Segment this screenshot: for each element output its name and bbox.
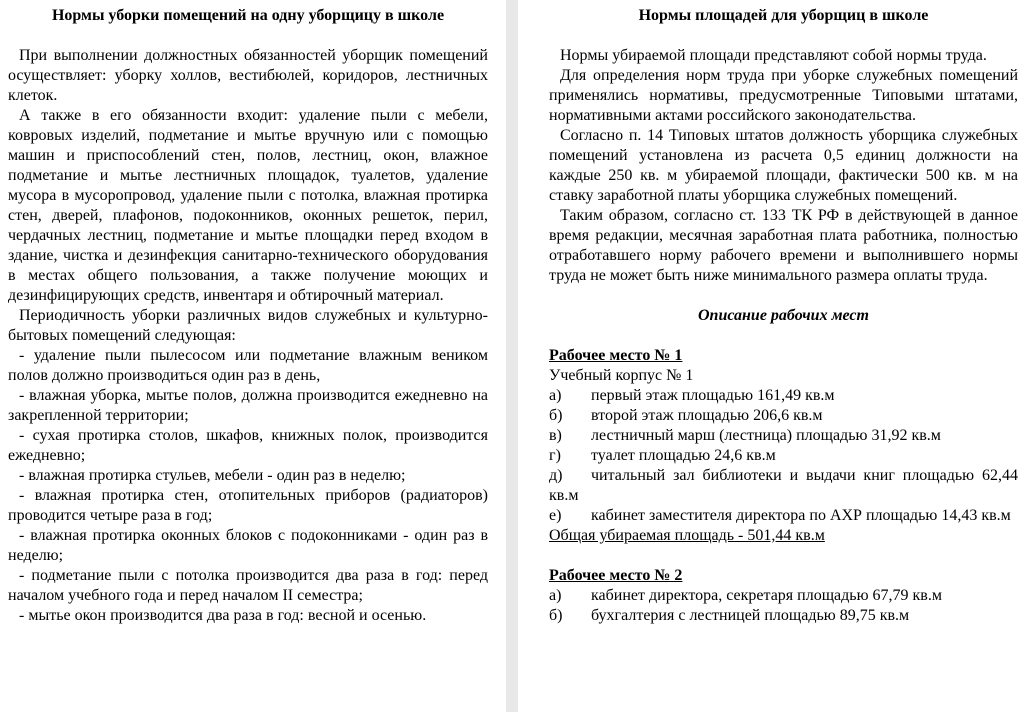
list-item: - подметание пыли с потолка производится два раза в год: перед началом учебного года и перед началом II семестра;	[8, 567, 488, 604]
paragraph: Периодичность уборки различных видов служебных и культурно-бытовых помещений следующая:	[8, 307, 488, 344]
list-item	[549, 586, 1018, 606]
paragraph: При выполнении должностных обязанностей уборщик помещений осуществляет: уборку холлов, вестибюлей, коридоров, лестничных клеток.	[8, 47, 488, 104]
document-page-left	[0, 0, 506, 712]
spacer	[549, 546, 1018, 566]
document-page-right	[518, 0, 1024, 712]
section-title: Описание рабочих мест	[698, 307, 869, 324]
paragraph: Согласно п. 14 Типовых штатов должность уборщика служебных помещений установлена из расчета 0,5 единиц должности на каждые 250 кв. м убираемой площади, фактически 500 кв. м на ставку заработной платы уборщика служебных помещений.	[549, 127, 1018, 204]
list-item: - влажная протирка оконных блоков с подоконниками - один раз в неделю;	[8, 527, 488, 564]
list-marker: д)	[549, 467, 563, 484]
page-title: Нормы площадей для уборщиц в школе	[638, 7, 929, 24]
workplace-1-heading: Рабочее место № 1	[549, 347, 683, 364]
spacer	[549, 326, 1018, 346]
list-item-text: лестничный марш (лестница) площадью 31,92 кв.м	[591, 427, 941, 444]
paragraph: Таким образом, согласно ст. 133 ТК РФ в действующей в данное время редакции, месячная заработная плата работника, полностью отработавшего норму рабочего времени и выполнившего нормы труда не может быть ниже минимального размера оплаты труда.	[549, 207, 1018, 284]
paragraph: Нормы убираемой площади представляют собой нормы труда.	[560, 47, 987, 64]
list-marker: б)	[549, 407, 563, 424]
spacer	[549, 286, 1018, 306]
list-item-text: туалет площадью 24,6 кв.м	[591, 447, 776, 464]
list-item: - удаление пыли пылесосом или подметание влажным веником полов должно производиться один раз в день,	[8, 347, 488, 384]
list-item-text: первый этаж площадью 161,49 кв.м	[591, 387, 835, 404]
list-marker: в)	[549, 427, 562, 444]
list-marker: е)	[549, 507, 562, 524]
list-item	[549, 406, 1018, 426]
paragraph: А также в его обязанности входит: удаление пыли с мебели, ковровых изделий, подметание и мытье вручную или с помощью машин и приспособлений стен, полов, лестниц, окон, влажное подметание и мытье лестничных площадок, туалетов, удаление мусора в мусоропровод, удаление пыли с потолка, влажная протирка стен, дверей, плафонов, подоконников, оконных решеток, перил, чердачных лестниц, подметание и мытье площадки перед входом в здание, чистка и дезинфекция санитарно-технического оборудования в местах общего пользования, а также получение моющих и дезинфицирующих средств, инвентаря и обтирочный материал.	[8, 107, 488, 304]
page-title: Нормы уборки помещений на одну уборщицу в школе	[51, 7, 445, 24]
list-item-text: бухгалтерия с лестницей площадью 89,75 кв.м	[591, 607, 910, 624]
list-marker: г)	[549, 447, 561, 464]
list-item-text: читальный зал библиотеки и выдачи книг площадью 62,44 кв.м	[549, 467, 1018, 504]
list-marker: а)	[549, 587, 562, 604]
list-item	[549, 506, 1018, 526]
list-item	[549, 386, 1018, 406]
list-item-text: кабинет заместителя директора по АХР площадью 14,43 кв.м	[591, 507, 1011, 524]
workplace-1-building: Учебный корпус № 1	[549, 367, 694, 384]
list-item-text: второй этаж площадью 206,6 кв.м	[591, 407, 823, 424]
list-item	[549, 426, 1018, 446]
list-item	[549, 446, 1018, 466]
list-item: - сухая протирка столов, шкафов, книжных полок, производится ежедневно;	[8, 427, 488, 464]
list-item-text: кабинет директора, секретаря площадью 67,79 кв.м	[591, 587, 942, 604]
list-item: - влажная протирка стен, отопительных приборов (радиаторов) проводится четыре раза в год;	[8, 487, 488, 524]
list-item	[549, 606, 1018, 626]
list-item: - влажная уборка, мытье полов, должна производится ежедневно на закрепленной территории;	[8, 387, 488, 424]
list-item	[549, 466, 1018, 506]
list-item: - мытье окон производится два раза в год: весной и осенью.	[19, 607, 427, 624]
list-item: - влажная протирка стульев, мебели - один раз в неделю;	[19, 467, 406, 484]
workplace-2-heading: Рабочее место № 2	[549, 567, 683, 584]
workplace-1-total: Общая убираемая площадь - 501,44 кв.м	[549, 527, 825, 544]
list-marker: б)	[549, 607, 563, 624]
list-marker: а)	[549, 387, 562, 404]
paragraph: Для определения норм труда при уборке служебных помещений применялись нормативы, предусмотренные Типовыми штатами, нормативными актами российского законодательства.	[549, 67, 1018, 124]
